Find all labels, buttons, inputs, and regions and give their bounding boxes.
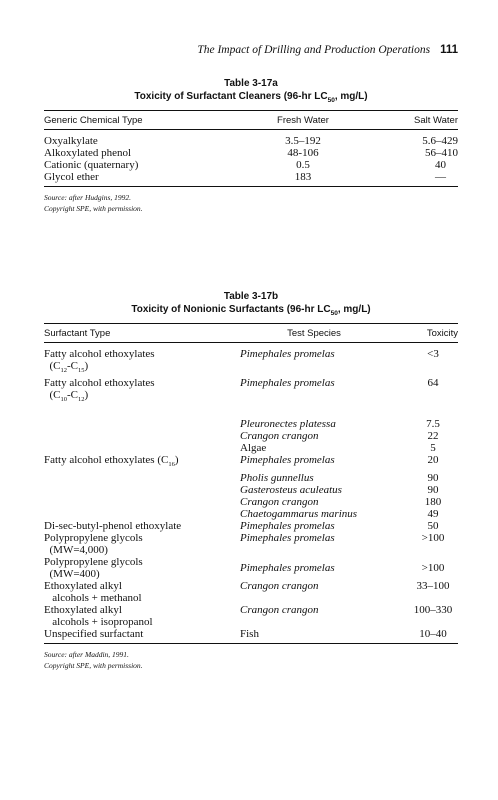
table-cell: <3 (427, 348, 439, 360)
table-cell: Oxyalkylate (44, 135, 98, 147)
table-row (44, 454, 458, 471)
table-cell: Fatty alcohol ethoxylates $(C_{10}-C_{12})$ (44, 377, 155, 404)
table-cell: 100–330 (413, 603, 453, 616)
table-3-17b (44, 291, 458, 671)
table-3-17a (44, 78, 458, 214)
table-row (44, 147, 458, 159)
table-row (44, 418, 458, 430)
table-cell: Crangon crangon (240, 579, 319, 592)
table-cell: 64 (427, 377, 439, 390)
table-cell: 49 (427, 507, 439, 520)
table-row (44, 484, 458, 496)
table-cell: 40 (435, 159, 446, 171)
table-row (44, 159, 458, 171)
table-cell: Pimephales promelas (240, 519, 335, 532)
table-cell: Crangon crangon (240, 603, 319, 616)
table-title: Toxicity of Surfactant Cleaners (96-hr $LC_{50}$, mg/L) (134, 91, 368, 104)
table-row (44, 430, 458, 442)
table-cell: 5 (430, 442, 436, 455)
table-cell: 183 (294, 171, 312, 183)
table-cell: 180 (424, 495, 442, 508)
table-cell: 56–410 (425, 147, 458, 159)
table-cell (44, 496, 240, 508)
table-cell: 5.6–429 (422, 135, 458, 147)
table-cell: 10–40 (419, 627, 447, 640)
table-cell (44, 472, 240, 484)
table-cell: Polypropylene glycols (MW=400) (44, 555, 143, 580)
table-row (44, 580, 458, 604)
table-row (44, 508, 458, 520)
running-header-title: The Impact of Drilling and Production Operations (197, 44, 431, 56)
table-cell: Alkoxylated phenol (44, 147, 132, 159)
table-row (44, 556, 458, 580)
table-row (44, 604, 458, 628)
source-note: Source: after Hudgins, 1992. (44, 193, 132, 202)
table-row (44, 628, 458, 640)
table-cell: >100 (421, 561, 445, 574)
table-row (44, 348, 458, 377)
table-cell: Pimephales promelas (240, 348, 335, 360)
running-header (108, 44, 458, 56)
page-number: 111 (440, 44, 458, 56)
table-cell: Fatty alcohol ethoxylates $(C_{12}-C_{15})$ (44, 348, 155, 375)
table-cell (44, 484, 240, 496)
table-cell: Fish (240, 627, 259, 640)
table-rule-bottom (44, 643, 458, 644)
copyright-note: Copyright SPE, with permission. (44, 204, 143, 213)
column-header: Surfactant Type (44, 328, 111, 339)
table-header-row (44, 324, 458, 342)
table-header-row (44, 111, 458, 129)
table-cell: Pleuronectes platessa (240, 418, 336, 431)
table-cell: 90 (427, 471, 439, 484)
table-cell: Pimephales promelas (240, 454, 335, 467)
table-cell: Pholis gunnellus (240, 471, 314, 484)
table-cell: 20 (427, 454, 439, 467)
table-cell: 3.5–192 (285, 135, 321, 147)
table-cell: 90 (427, 483, 439, 496)
table-cell: Algae (240, 442, 267, 455)
table-cell: Glycol ether (44, 171, 99, 183)
table-cell: Polypropylene glycols (MW=4,000) (44, 531, 143, 556)
table-cell: Pimephales promelas (240, 531, 335, 544)
table-row (44, 135, 458, 147)
column-header: Toxicity (426, 328, 458, 339)
table-cell: Cationic (quaternary) (44, 159, 139, 171)
table-row (44, 377, 458, 406)
table-cell: Fatty alcohol ethoxylates $(C_{16})$ (44, 454, 179, 469)
table-cell: 22 (427, 430, 439, 443)
table-cell: 48-106 (287, 147, 319, 159)
column-header: Fresh Water (277, 115, 329, 126)
copyright-note: Copyright SPE, with permission. (44, 660, 143, 670)
table-cell: Di-sec-butyl-phenol ethoxylate (44, 519, 182, 532)
table-row (44, 532, 458, 556)
table-cell: Unspecified surfactant (44, 627, 144, 640)
column-header: Test Species (287, 328, 341, 339)
table-rule-bottom (44, 186, 458, 187)
table-rule-header (44, 129, 458, 130)
table-title: Toxicity of Nonionic Surfactants (96-hr $LC_{50}$, mg/L) (131, 304, 371, 317)
column-header: Salt Water (414, 115, 458, 126)
table-cell: Pimephales promelas (240, 561, 335, 574)
table-row (44, 442, 458, 454)
table-row (44, 520, 458, 532)
table-cell: Chaetogammarus marinus (240, 507, 358, 520)
column-header: Generic Chemical Type (44, 115, 143, 126)
table-cell: — (435, 171, 446, 183)
table-row (44, 472, 458, 484)
table-cell: Pimephales promelas (240, 377, 335, 390)
table-cell: Gasterosteus aculeatus (240, 483, 342, 496)
table-number: Table 3-17a (224, 78, 278, 89)
table-cell: 7.5 (426, 418, 440, 431)
table-cell (44, 418, 240, 430)
table-cell (44, 442, 240, 454)
table-cell: 0.5 (296, 159, 310, 171)
table-cell: 50 (427, 519, 439, 532)
source-note: Source: after Maddin, 1991. (44, 649, 129, 659)
table-cell: Crangon crangon (240, 495, 319, 508)
table-cell: Ethoxylated alkyl alcohols + isopropanol (44, 603, 153, 628)
table-number: Table 3-17b (223, 291, 279, 302)
table-cell: 33–100 (416, 579, 450, 592)
table-cell: >100 (421, 531, 445, 544)
table-cell (44, 508, 240, 520)
table-row (44, 496, 458, 508)
table-cell (44, 430, 240, 442)
table-cell: Ethoxylated alkyl alcohols + methanol (44, 579, 142, 604)
table-row (44, 171, 458, 183)
table-rule-header (44, 342, 458, 343)
table-cell: Crangon crangon (240, 430, 319, 443)
